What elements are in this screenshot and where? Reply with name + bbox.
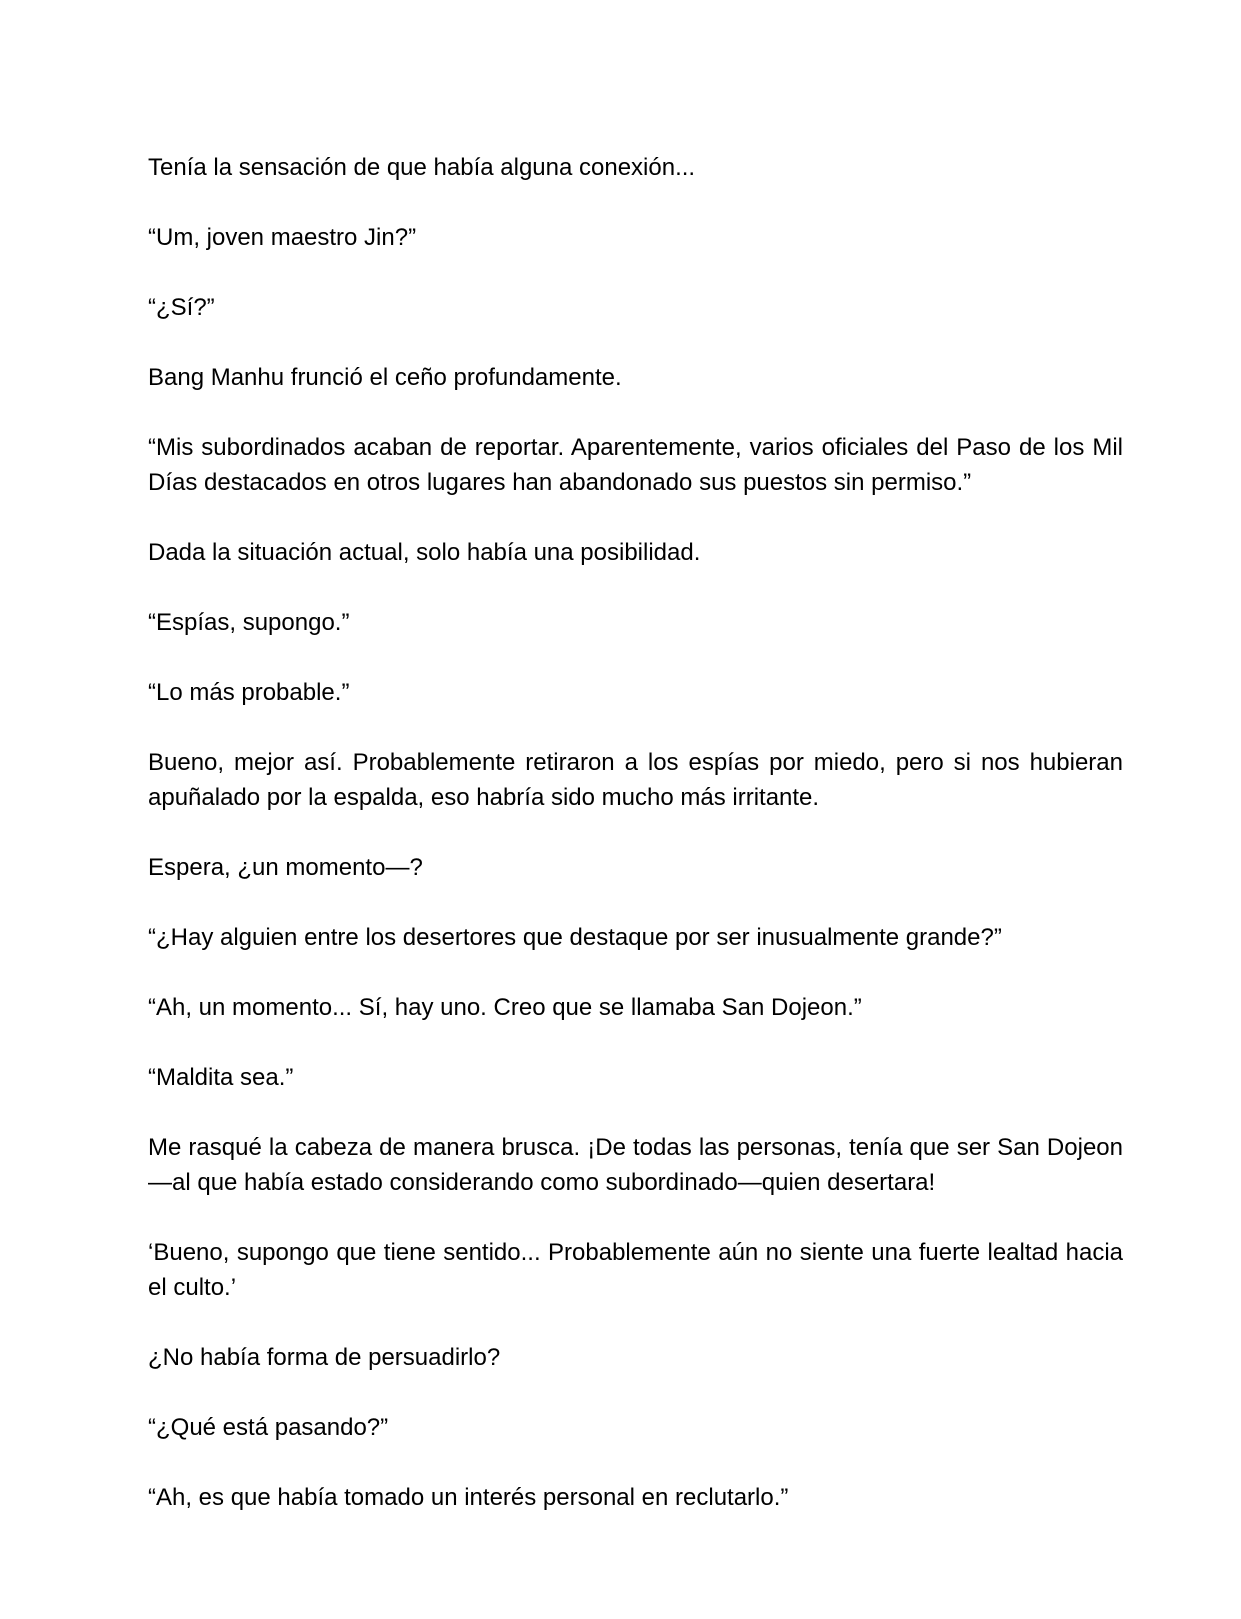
paragraph: Espera, ¿un momento—? — [148, 854, 423, 881]
paragraph: Me rasqué la cabeza de manera brusca. ¡De todas las personas, tenía que ser San Dojeon—al que había estado considerando como subordinado—quien desertara! — [148, 1134, 1123, 1196]
paragraph: Bueno, mejor así. Probablemente retiraron a los espías por miedo, pero si nos hubieran apuñalado por la espalda, eso habría sido mucho más irritante. — [148, 749, 1123, 811]
paragraph: Dada la situación actual, solo había una posibilidad. — [148, 539, 701, 566]
paragraph: “Mis subordinados acaban de reportar. Aparentemente, varios oficiales del Paso de los Mil Días destacados en otros lugares han abandonado sus puestos sin permiso.” — [148, 434, 1123, 496]
paragraph: Tenía la sensación de que había alguna conexión... — [148, 154, 696, 181]
paragraph: “¿Hay alguien entre los desertores que destaque por ser inusualmente grande?” — [148, 924, 1002, 951]
paragraph: “Ah, un momento... Sí, hay uno. Creo que se llamaba San Dojeon.” — [148, 994, 862, 1021]
paragraph: “Lo más probable.” — [148, 679, 350, 706]
paragraph: “Ah, es que había tomado un interés personal en reclutarlo.” — [148, 1484, 789, 1511]
paragraph: Bang Manhu frunció el ceño profundamente. — [148, 364, 622, 391]
paragraph: “¿Qué está pasando?” — [148, 1414, 389, 1441]
paragraph: “Espías, supongo.” — [148, 609, 350, 636]
paragraph: ¿No había forma de persuadirlo? — [148, 1344, 501, 1371]
paragraph: “¿Sí?” — [148, 294, 215, 321]
paragraph: “Um, joven maestro Jin?” — [148, 224, 417, 251]
document-body — [148, 150, 1123, 1550]
paragraph: “Maldita sea.” — [148, 1064, 294, 1091]
paragraph: ‘Bueno, supongo que tiene sentido... Probablemente aún no siente una fuerte lealtad hacia el culto.’ — [148, 1239, 1123, 1301]
